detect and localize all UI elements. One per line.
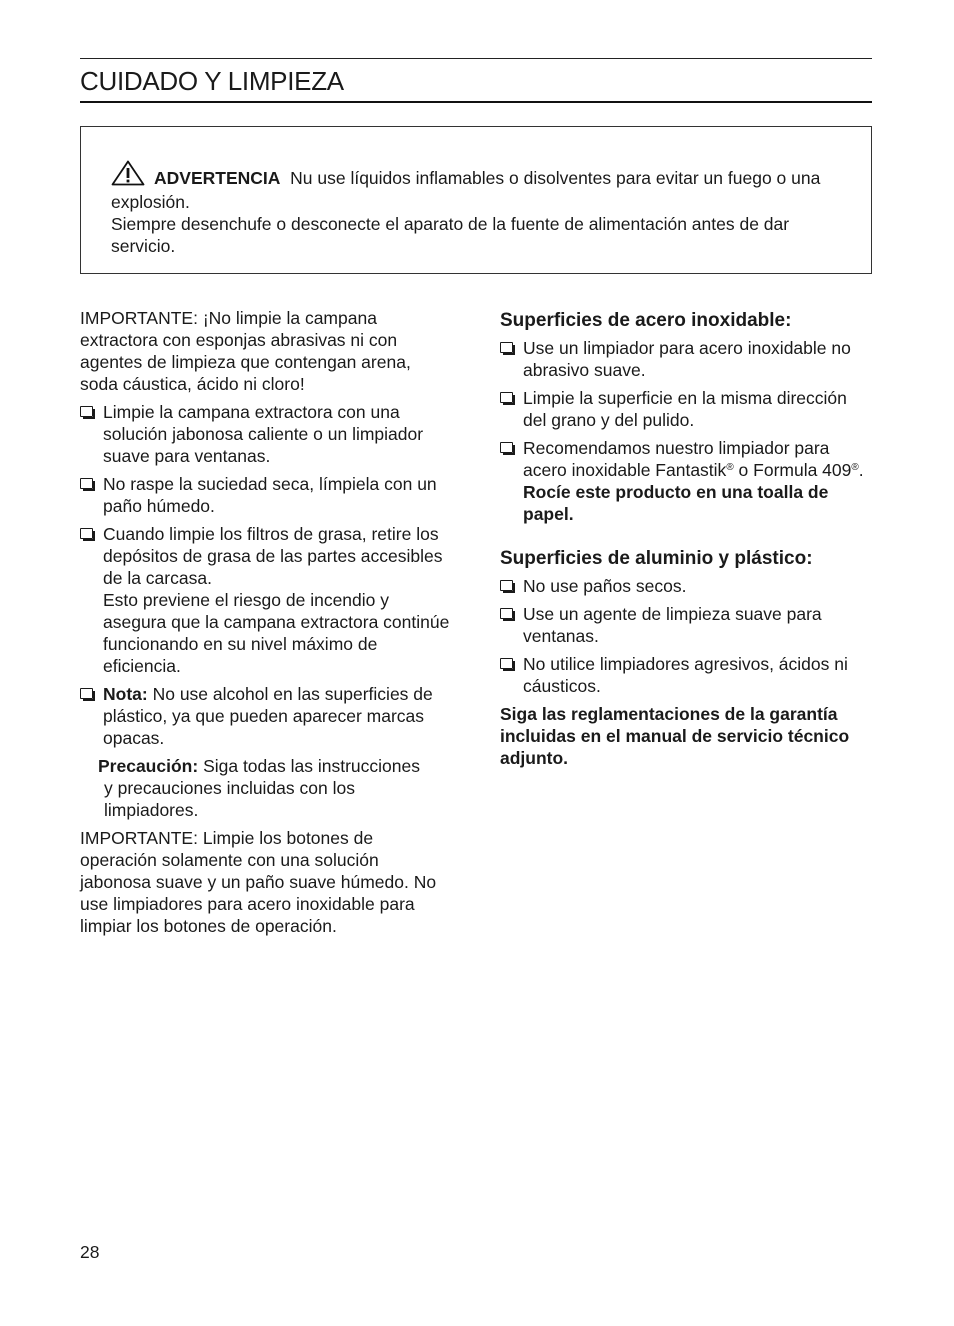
filters-text-1: Cuando limpie los filtros de grasa, retire los depósitos de grasa de las partes accesibles de la carcasa. bbox=[103, 524, 443, 588]
list-item-text: Use un limpiador para acero inoxidable no abrasivo suave. bbox=[523, 338, 851, 380]
registered-mark: ® bbox=[851, 462, 859, 473]
list-item bbox=[80, 523, 450, 677]
list-item bbox=[80, 683, 450, 749]
list-item bbox=[500, 337, 872, 381]
important-paragraph-2: IMPORTANTE: Limpie los botones de operación solamente con una solución jabonosa suave y un paño suave húmedo. No use limpiadores para acero inoxidable para limpiar los botones de operación. bbox=[80, 828, 437, 936]
warning-text-1: Nu use líquidos inflamables o disolventes para evitar un fuego o una explosión. bbox=[111, 168, 821, 212]
warning-label: ADVERTENCIA bbox=[154, 168, 281, 188]
list-item-text bbox=[103, 683, 450, 749]
list-item bbox=[500, 603, 872, 647]
recommendation-text-b: o Formula 409 bbox=[733, 460, 852, 480]
top-rule bbox=[80, 58, 872, 59]
warning-text-2: Siempre desenchufe o desconecte el aparato de la fuente de alimentación antes de dar servicio. bbox=[111, 214, 790, 256]
list-item-text: Limpie la campana extractora con una solución jabonosa caliente o un limpiador suave para ventanas. bbox=[103, 402, 424, 466]
checkbox-bullet-icon bbox=[500, 442, 513, 453]
list-item-text: Limpie la superficie en la misma dirección del grano y del pulido. bbox=[523, 388, 847, 430]
checkbox-bullet-icon bbox=[500, 608, 513, 619]
warning-text bbox=[111, 160, 846, 257]
warning-triangle-icon bbox=[111, 160, 145, 191]
list-item bbox=[500, 653, 872, 697]
recommendation-text-c: . bbox=[858, 460, 864, 480]
list-item-text: No use paños secos. bbox=[523, 576, 687, 596]
right-column bbox=[500, 309, 872, 775]
checkbox-bullet-icon bbox=[80, 406, 93, 417]
aluminum-heading: Superficies de aluminio y plástico: bbox=[500, 548, 813, 569]
steel-heading: Superficies de acero inoxidable: bbox=[500, 310, 792, 331]
warning-box bbox=[80, 126, 872, 274]
checkbox-bullet-icon bbox=[500, 580, 513, 591]
list-item-text bbox=[103, 523, 450, 677]
note-text: No use alcohol en las superficies de plástico, ya que pueden aparecer marcas opacas. bbox=[103, 684, 433, 748]
caution-text-2: y precauciones incluidas con los limpiadores. bbox=[104, 778, 355, 820]
list-item-text: No utilice limpiadores agresivos, ácidos ni cáusticos. bbox=[523, 654, 848, 696]
registered-mark: ® bbox=[726, 462, 734, 473]
list-item-text: No raspe la suciedad seca, límpiela con un paño húmedo. bbox=[103, 474, 437, 516]
page-title: CUIDADO Y LIMPIEZA bbox=[80, 66, 344, 96]
warranty-paragraph: Siga las reglamentaciones de la garantía incluidas en el manual de servicio técnico adjunto. bbox=[500, 704, 850, 768]
list-item-text bbox=[523, 437, 872, 525]
checkbox-bullet-icon bbox=[500, 658, 513, 669]
list-item bbox=[500, 437, 872, 525]
recommendation-text-a: Recomendamos nuestro limpiador para acero inoxidable Fantastik bbox=[523, 438, 830, 480]
page-number: 28 bbox=[80, 1242, 100, 1262]
list-item-text: Use un agente de limpieza suave para ventanas. bbox=[523, 604, 822, 646]
list-item bbox=[500, 387, 872, 431]
checkbox-bullet-icon bbox=[500, 392, 513, 403]
checkbox-bullet-icon bbox=[80, 478, 93, 489]
list-item bbox=[80, 473, 450, 517]
caution-paragraph bbox=[98, 755, 450, 821]
checkbox-bullet-icon bbox=[500, 342, 513, 353]
title-underline bbox=[80, 101, 872, 103]
note-label: Nota: bbox=[103, 684, 148, 704]
recommendation-bold: Rocíe este producto en una toalla de papel. bbox=[523, 482, 829, 524]
list-item bbox=[80, 401, 450, 467]
checkbox-bullet-icon bbox=[80, 688, 93, 699]
filters-text-2: Esto previene el riesgo de incendio y asegura que la campana extractora continúe funcionando en su nivel máximo de eficiencia. bbox=[103, 590, 450, 676]
caution-label: Precaución: bbox=[98, 756, 199, 776]
left-column bbox=[80, 307, 450, 943]
checkbox-bullet-icon bbox=[80, 528, 93, 539]
list-item bbox=[500, 575, 872, 597]
caution-text-1: Siga todas las instrucciones bbox=[203, 756, 420, 776]
important-paragraph-1: IMPORTANTE: ¡No limpie la campana extractora con esponjas abrasivas ni con agentes de limpieza que contengan arena, soda cáustica, ácido ni cloro! bbox=[80, 308, 411, 394]
